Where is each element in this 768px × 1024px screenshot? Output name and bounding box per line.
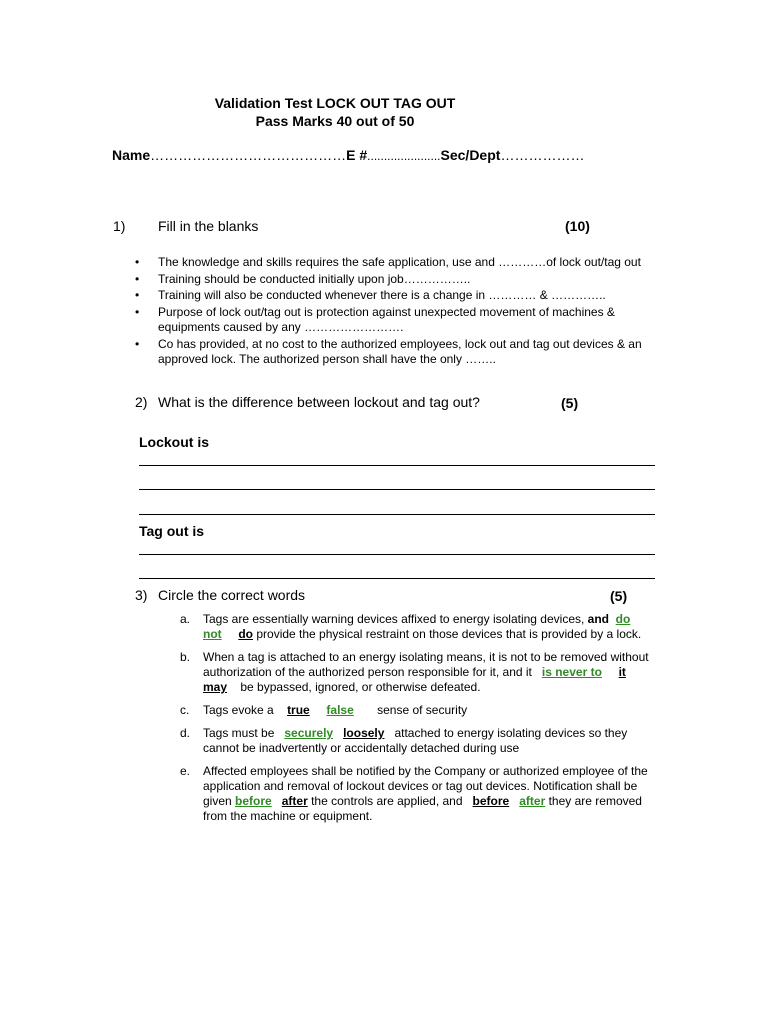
q1-item-text: Co has provided, at no cost to the authorized employees, lock out and tag out devices & an approved lock. The authorized person shall have the only …….. (158, 336, 642, 366)
q3d-option-loosely[interactable]: loosely (343, 726, 385, 740)
answer-line[interactable] (139, 514, 655, 515)
q3b-option-it-may[interactable]: it may (203, 665, 626, 694)
answer-line[interactable] (139, 465, 655, 466)
name-row (112, 147, 584, 163)
q3b-option-is-never-to[interactable]: is never to (541, 665, 602, 679)
q2-number: 2) (135, 394, 148, 410)
bullet-icon: • (135, 271, 140, 286)
q1-item-text: Training will also be conducted whenever there is a change in ………… & ………….. (158, 288, 606, 302)
q3d-option-securely[interactable]: securely (284, 726, 334, 740)
q3b-pre: When a tag is attached to an energy isolating means, it is not to be removed without authorization of the authorized person responsible for it, and it (203, 650, 649, 679)
q1-number: 1) (113, 218, 126, 234)
test-title: Validation Test LOCK OUT TAG OUT (214, 95, 456, 111)
item-letter: a. (180, 612, 191, 626)
q3d-post: attached to energy isolating devices so they cannot be inadvertently or accidentally detached during use (203, 726, 628, 755)
q3c-option-false[interactable]: false (326, 703, 354, 717)
bullet-icon: • (135, 336, 140, 351)
q3d-pre: Tags must be (203, 726, 278, 740)
item-letter: e. (180, 764, 191, 778)
bullet-icon: • (135, 304, 140, 319)
q2-text: What is the difference between lockout and tag out? (158, 394, 480, 410)
list-item (180, 764, 655, 824)
bullet-icon: • (135, 255, 140, 269)
emp-label: E # (346, 147, 368, 163)
q3a-option-do[interactable]: do (238, 627, 253, 641)
q2-marks: (5) (561, 395, 579, 411)
q3c-pre: Tags evoke a (203, 703, 278, 717)
list-item (135, 255, 660, 271)
q3a-pre: Tags are essentially warning devices affixed to energy isolating devices, (203, 612, 588, 626)
q3-number: 3) (135, 587, 148, 603)
q3e-mid: the controls are applied, and (307, 794, 466, 808)
answer-line[interactable] (139, 578, 655, 579)
list-item (135, 337, 660, 368)
item-letter: c. (180, 703, 190, 717)
q3c-option-true[interactable]: true (287, 703, 310, 717)
list-item (180, 726, 655, 756)
q1-text: Fill in the blanks (158, 218, 259, 234)
q3-list (180, 612, 655, 832)
answer-line[interactable] (139, 554, 655, 555)
q1-marks: (10) (565, 218, 590, 234)
lockout-label: Lockout is (139, 434, 210, 450)
q3-text: Circle the correct words (158, 587, 306, 603)
q1-item-text: Purpose of lock out/tag out is protection against unexpected movement of machines & equipments caused by any ……………………. (158, 304, 615, 334)
q3e-option-before-1[interactable]: before (235, 794, 272, 808)
sec-blank[interactable]: ……………… (500, 147, 585, 163)
list-item (135, 288, 660, 304)
q3e-pre: Affected employees shall be notified by the Company or authorized employee of the application and removal of lockout devices or tag out devices. Notification shall be given (203, 764, 648, 808)
q1-item-text: Training should be conducted initially upon job…………….. (158, 271, 471, 286)
list-item (180, 650, 655, 695)
emp-blank[interactable]: ...................... (367, 149, 441, 163)
q3a-option-do-not[interactable]: do not (203, 612, 631, 641)
tagout-label: Tag out is (139, 523, 205, 539)
q3b-post: be bypassed, ignored, or otherwise defeated. (240, 680, 481, 694)
q3c-post: sense of security (377, 703, 468, 717)
q3-marks: (5) (610, 588, 628, 604)
q3a-and: and (587, 612, 609, 626)
answer-line[interactable] (139, 489, 655, 490)
list-item (180, 703, 655, 718)
q1-list (135, 255, 660, 369)
q3e-option-after-2[interactable]: after (519, 794, 546, 808)
pass-marks: Pass Marks 40 out of 50 (255, 113, 415, 129)
list-item (180, 612, 655, 642)
item-letter: b. (180, 650, 191, 664)
item-letter: d. (180, 726, 191, 740)
list-item (135, 272, 660, 288)
q3e-option-before-2[interactable]: before (472, 794, 510, 808)
name-blank[interactable]: …………………………………… (150, 147, 347, 163)
bullet-icon: • (135, 288, 140, 302)
sec-label: Sec/Dept (440, 147, 501, 163)
name-label: Name (112, 147, 151, 163)
list-item (135, 305, 660, 336)
q3e-option-after-1[interactable]: after (281, 794, 308, 808)
q3e-post: they are removed from the machine or equipment. (203, 794, 642, 823)
q3a-post: provide the physical restraint on those devices that is provided by a lock. (256, 627, 642, 641)
q1-item-text: The knowledge and skills requires the safe application, use and …………of lock out/tag out (158, 255, 641, 269)
